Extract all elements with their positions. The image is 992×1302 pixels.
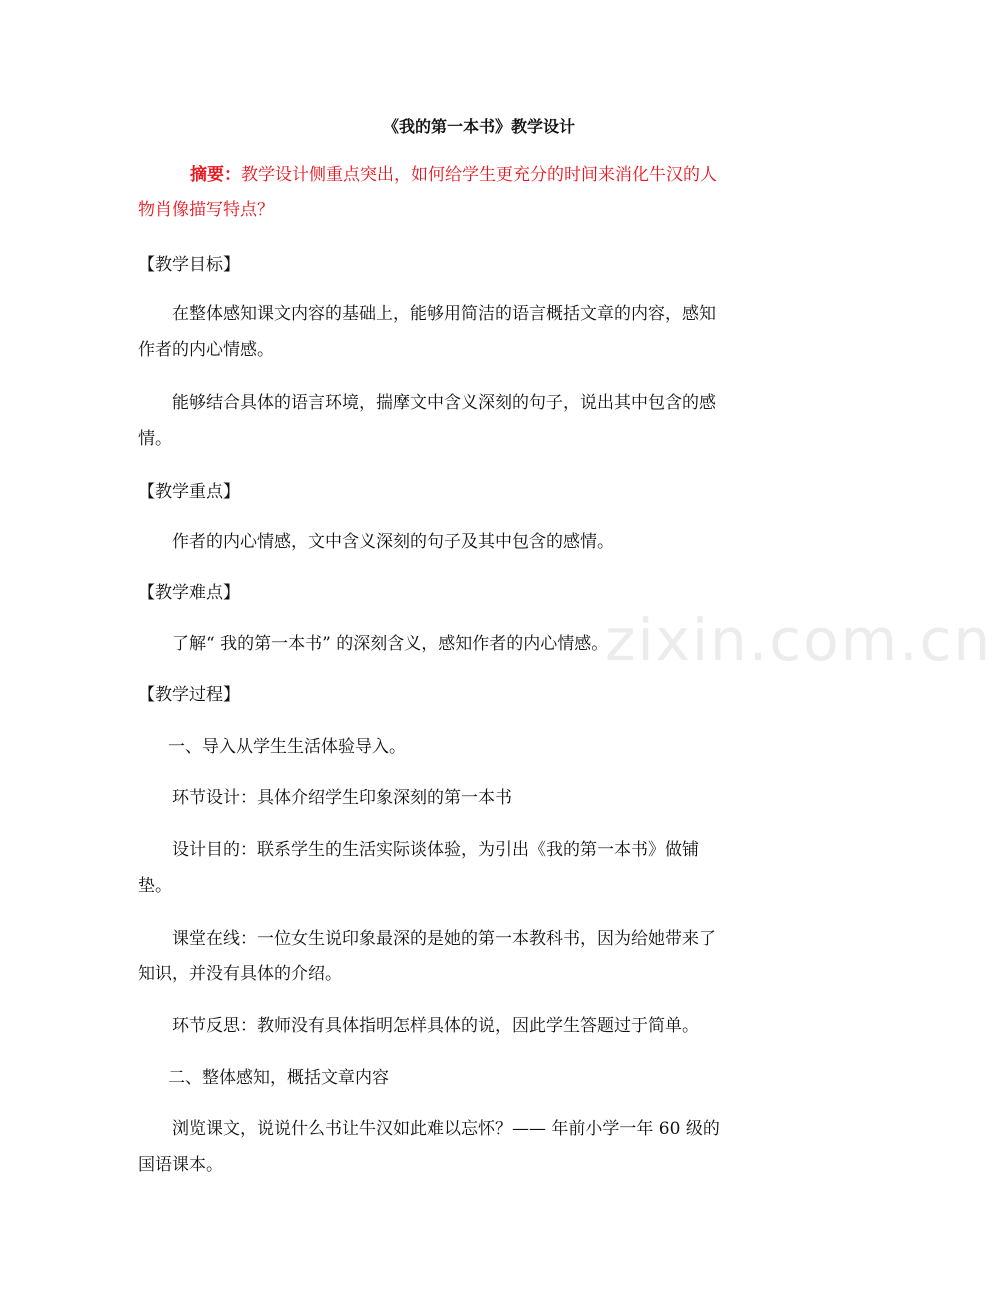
process-section-1-purpose-line-2: 垫。 bbox=[138, 876, 172, 896]
process-heading: 【教学过程】 bbox=[138, 685, 240, 705]
abstract-text: 教学设计侧重点突出，如何给学生更充分的时间来消化牛汉的人 bbox=[241, 165, 717, 185]
difficulties-paragraph: 了解“ 我的第一本书” 的深刻含义，感知作者的内心情感。 bbox=[172, 634, 609, 654]
goals-paragraph-1-line-2: 作者的内心情感。 bbox=[138, 340, 274, 360]
process-section-1: 一、导入从学生生活体验导入。 bbox=[168, 737, 406, 757]
abstract-label: 摘要： bbox=[190, 165, 241, 185]
goals-paragraph-2-line-2: 情。 bbox=[138, 429, 172, 449]
process-section-1-class-line-1: 课堂在线：一位女生说印象最深的是她的第一本教科书，因为给她带来了 bbox=[172, 929, 716, 949]
document-title: 《我的第一本书》教学设计 bbox=[383, 117, 576, 136]
watermark: zixin.com.cn bbox=[605, 606, 992, 674]
goals-paragraph-2-line-1: 能够结合具体的语言环境，揣摩文中含义深刻的句子，说出其中包含的感 bbox=[172, 393, 716, 413]
process-section-2-browse-line-2: 国语课本。 bbox=[138, 1155, 223, 1175]
process-section-2: 二、整体感知，概括文章内容 bbox=[168, 1068, 389, 1088]
process-section-2-browse-line-1: 浏览课文，说说什么书让牛汉如此难以忘怀？—— 年前小学一年 60 级的 bbox=[172, 1119, 720, 1139]
abstract-line-1 bbox=[190, 164, 717, 186]
key-points-heading: 【教学重点】 bbox=[138, 482, 240, 502]
process-section-1-purpose-line-1: 设计目的：联系学生的生活实际谈体验，为引出《我的第一本书》做铺 bbox=[172, 840, 699, 860]
difficulties-heading: 【教学难点】 bbox=[138, 583, 240, 603]
process-section-1-design: 环节设计：具体介绍学生印象深刻的第一本书 bbox=[172, 788, 512, 808]
process-section-1-reflection: 环节反思：教师没有具体指明怎样具体的说，因此学生答题过于简单。 bbox=[172, 1016, 699, 1036]
process-section-1-class-line-2: 知识，并没有具体的介绍。 bbox=[138, 964, 342, 984]
goals-paragraph-1-line-1: 在整体感知课文内容的基础上，能够用简洁的语言概括文章的内容，感知 bbox=[172, 304, 716, 324]
goals-heading: 【教学目标】 bbox=[138, 255, 240, 275]
key-points-paragraph: 作者的内心情感，文中含义深刻的句子及其中包含的感情。 bbox=[172, 532, 614, 552]
abstract-line-2: 物肖像描写特点？ bbox=[138, 200, 274, 220]
